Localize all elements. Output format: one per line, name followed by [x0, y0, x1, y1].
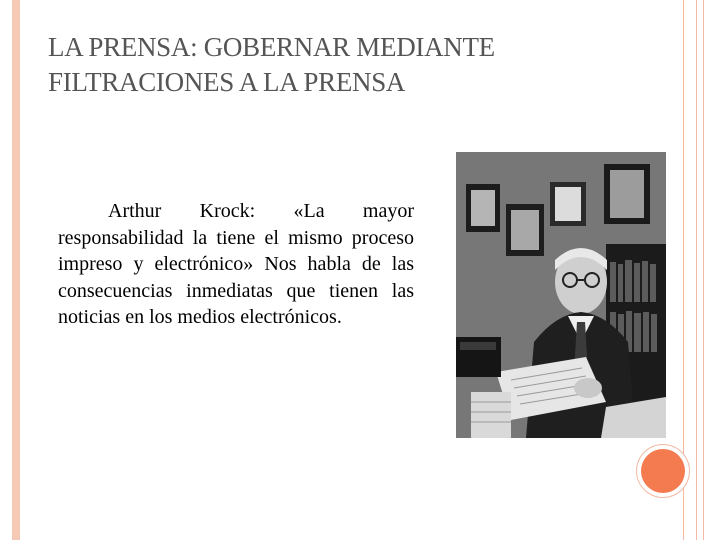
left-frame-bar [12, 0, 20, 540]
decorative-circle [641, 449, 685, 493]
slide-body-text: Arthur Krock: «La mayor responsabilidad la tiene el mismo proceso impreso y electrónico» Nos habla de las consecuencias inmediatas que tienen las noticias en los medios electrónicos. [58, 200, 414, 328]
portrait-photo [456, 152, 666, 438]
right-frame-line [703, 0, 704, 540]
paper-stack [471, 392, 511, 438]
right-frame-border [683, 0, 697, 540]
slide-title: LA PRENSA: GOBERNAR MEDIANTE FILTRACIONES A LA PRENSA [48, 32, 495, 97]
